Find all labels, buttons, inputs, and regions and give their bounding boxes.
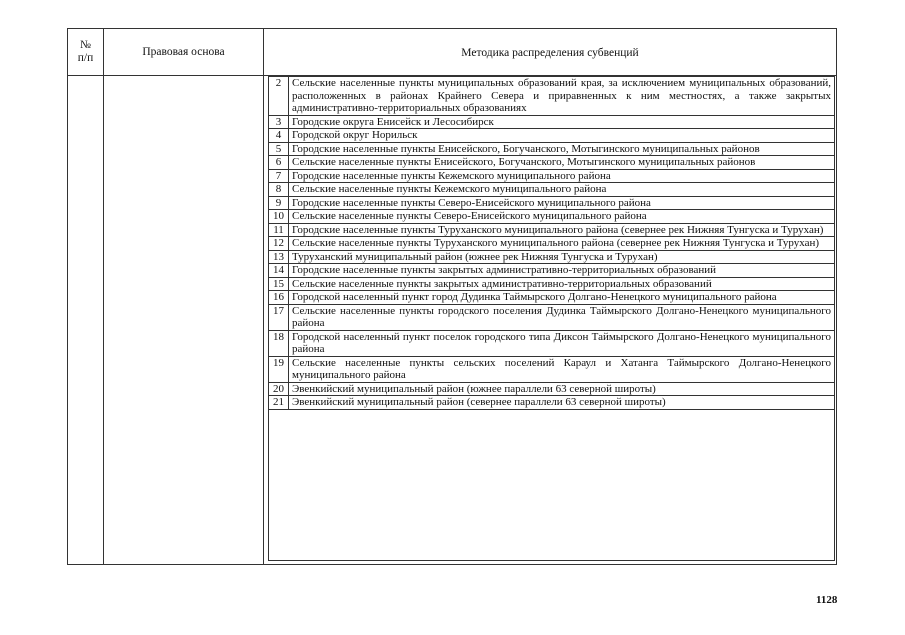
- table-row: [269, 129, 835, 143]
- table-row: [269, 330, 835, 356]
- table-row: [269, 223, 835, 237]
- row-text: Городской населенный пункт город Дудинка Таймырского Долгано-Ненецкого муниципального района: [289, 291, 835, 305]
- header-legal-basis: Правовая основа: [142, 46, 225, 58]
- table-row: [269, 277, 835, 291]
- row-number: 15: [269, 277, 289, 291]
- row-number: 13: [269, 250, 289, 264]
- table-row: [269, 142, 835, 156]
- row-number: 4: [269, 129, 289, 143]
- row-text: Городские населенные пункты Енисейского, Богучанского, Мотыгинского муниципальных районов: [289, 142, 835, 156]
- row-number: 19: [269, 356, 289, 382]
- table-row: [269, 382, 835, 396]
- table-row: [269, 169, 835, 183]
- row-number: 11: [269, 223, 289, 237]
- row-number: 6: [269, 156, 289, 170]
- row-text: Эвенкийский муниципальный район (севернее параллели 63 северной широты): [289, 396, 835, 410]
- table-row: [269, 210, 835, 224]
- header-method: Методика распределения субвенций: [461, 47, 639, 59]
- row-number: 21: [269, 396, 289, 410]
- table-row: [269, 237, 835, 251]
- table-row: [269, 304, 835, 330]
- territory-table: [268, 76, 835, 410]
- row-text: Сельские населенные пункты городского поселения Дудинка Таймырского Долгано-Ненецкого муниципального района: [289, 304, 835, 330]
- table-row: [269, 356, 835, 382]
- row-number: 16: [269, 291, 289, 305]
- table-row: [269, 183, 835, 197]
- column-divider: [103, 29, 104, 564]
- row-text: Городской населенный пункт поселок городского типа Диксон Таймырского Долгано-Ненецкого муниципального района: [289, 330, 835, 356]
- column-divider: [263, 29, 264, 564]
- row-text: Городские округа Енисейск и Лесосибирск: [289, 115, 835, 129]
- row-text: Сельские населенные пункты сельских поселений Караул и Хатанга Таймырского Долгано-Ненецкого муниципального района: [289, 356, 835, 382]
- row-number: 20: [269, 382, 289, 396]
- row-text: Городские населенные пункты Туруханского муниципального района (севернее рек Нижняя Тунгуска и Турухан): [289, 223, 835, 237]
- table-row: [269, 396, 835, 410]
- table-row: [269, 196, 835, 210]
- row-number: 10: [269, 210, 289, 224]
- row-number: 2: [269, 77, 289, 116]
- row-text: Эвенкийский муниципальный район (южнее параллели 63 северной широты): [289, 382, 835, 396]
- row-text: Сельские населенные пункты Кежемского муниципального района: [289, 183, 835, 197]
- page-number: 1128: [816, 594, 838, 606]
- row-number: 9: [269, 196, 289, 210]
- header-number: [68, 39, 103, 65]
- row-number: 18: [269, 330, 289, 356]
- row-number: 8: [269, 183, 289, 197]
- row-text: Сельские населенные пункты закрытых административно-территориальных образований: [289, 277, 835, 291]
- row-text: Городские населенные пункты Северо-Енисейского муниципального района: [289, 196, 835, 210]
- row-text: Сельские населенные пункты муниципальных образований края, за исключением муниципальных образований, расположенных в районах Крайнего Севера и приравненных к ним местностях, а также закрытых административно-территориальных образованиях: [289, 77, 835, 116]
- row-number: 5: [269, 142, 289, 156]
- row-text: Сельские населенные пункты Туруханского муниципального района (севернее рек Нижняя Тунгуска и Турухан): [289, 237, 835, 251]
- row-text: Туруханский муниципальный район (южнее рек Нижняя Тунгуска и Турухан): [289, 250, 835, 264]
- row-number: 7: [269, 169, 289, 183]
- row-text: Сельские населенные пункты Северо-Енисейского муниципального района: [289, 210, 835, 224]
- row-text: Городские населенные пункты Кежемского муниципального района: [289, 169, 835, 183]
- row-number: 12: [269, 237, 289, 251]
- row-number: 17: [269, 304, 289, 330]
- table-row: [269, 77, 835, 116]
- header-number-line1: №: [80, 39, 91, 51]
- table-row: [269, 115, 835, 129]
- row-text: Сельские населенные пункты Енисейского, Богучанского, Мотыгинского муниципальных районов: [289, 156, 835, 170]
- table-row: [269, 291, 835, 305]
- row-text: Городской округ Норильск: [289, 129, 835, 143]
- row-text: Городские населенные пункты закрытых административно-территориальных образований: [289, 264, 835, 278]
- table-row: [269, 156, 835, 170]
- row-number: 3: [269, 115, 289, 129]
- row-number: 14: [269, 264, 289, 278]
- header-number-line2: п/п: [77, 52, 94, 64]
- table-row: [269, 264, 835, 278]
- table-row: [269, 250, 835, 264]
